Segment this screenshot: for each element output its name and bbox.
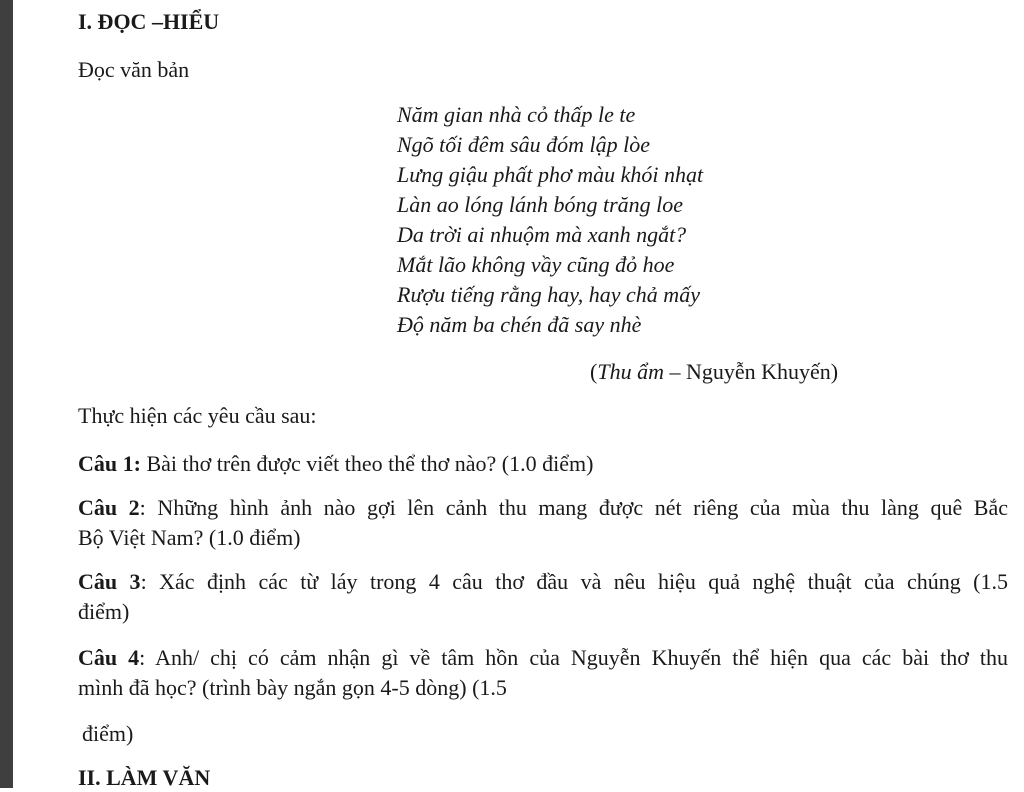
poem-line: Da trời ai nhuộm mà xanh ngắt? [397,222,687,247]
poem-line: Độ năm ba chén đã say nhè [397,312,642,337]
section-1-title: I. ĐỌC –HIỂU [78,9,220,34]
section-2-title: II. LÀM VĂN [78,765,211,790]
question-label: Câu 4 [78,645,140,670]
poem-line: Lưng giậu phất phơ màu khói nhạt [397,162,704,187]
source-open-paren: ( [590,359,598,384]
question-2-line-2: Bộ Việt Nam? (1.0 điểm) [78,525,301,550]
source-title: Thu ẩm [597,359,664,384]
question-4-line-1 [78,644,1008,672]
poem-line: Rượu tiếng rằng hay, hay chả mấy [397,282,700,307]
intro-text: Đọc văn bản [78,57,190,82]
poem-line: Mắt lão không vầy cũng đỏ hoe [397,252,675,277]
question-3-line-2: điểm) [78,599,130,624]
question-4-line-3: điểm) [82,721,134,746]
question-text: : Xác định các từ láy trong 4 câu thơ đầu và nêu hiệu quả nghệ thuật của chúng (1.5 [140,569,1009,594]
question-1 [78,450,593,478]
source-author: – Nguyễn Khuyến) [663,359,839,384]
question-label: Câu 3 [78,569,141,594]
question-text: Bài thơ trên được viết theo thể thơ nào? (1.0 điểm) [140,451,594,476]
poem-source [590,358,838,386]
instruction-text: Thực hiện các yêu cầu sau: [78,403,317,428]
question-text: : Anh/ chị có cảm nhận gì về tâm hồn của Nguyễn Khuyến thể hiện qua các bài thơ thu [139,645,1009,670]
question-4-line-2: mình đã học? (trình bày ngắn gọn 4-5 dòng) (1.5 [78,675,507,700]
question-label: Câu 2 [78,495,140,520]
poem-line: Ngõ tối đêm sâu đóm lập lòe [397,132,650,157]
question-label: Câu 1: [78,451,141,476]
question-text: : Những hình ảnh nào gợi lên cảnh thu mang được nét riêng của mùa thu làng quê Bắc [139,495,1008,520]
poem-line: Năm gian nhà cỏ thấp le te [397,102,636,127]
question-3-line-1 [78,568,1008,596]
poem-line: Làn ao lóng lánh bóng trăng loe [397,192,684,217]
question-2-line-1 [78,494,1008,522]
